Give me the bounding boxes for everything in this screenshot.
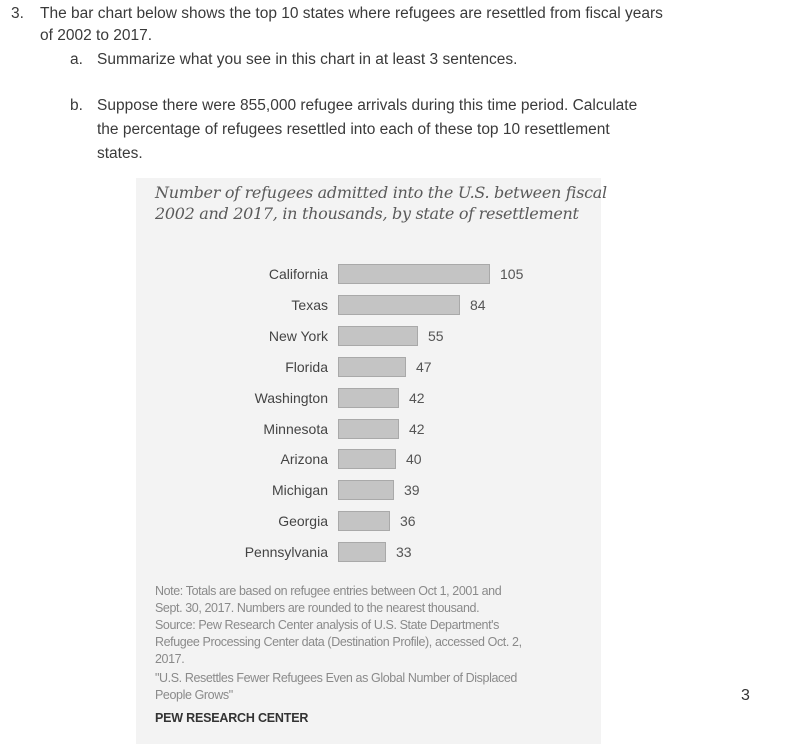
part-b-text-line: Suppose there were 855,000 refugee arrivals during this time period. Calculate — [97, 97, 638, 114]
chart-note-line: Sept. 30, 2017. Numbers are rounded to the nearest thousand. — [155, 601, 480, 615]
bar-value-label: 55 — [428, 327, 444, 344]
bar-category-label: Michigan — [271, 482, 328, 499]
bar-category-label: Arizona — [280, 451, 328, 468]
chart-title-line: Number of refugees admitted into the U.S. between fiscal — [155, 183, 607, 202]
bar — [338, 449, 396, 469]
question-number: 3. — [11, 5, 24, 22]
chart-report-title-line: "U.S. Resettles Fewer Refugees Even as Global Number of Displaced — [155, 671, 517, 685]
question-text-line: The bar chart below shows the top 10 states where refugees are resettled from fiscal years — [40, 5, 663, 22]
bar-value-label: 39 — [404, 482, 420, 499]
bar — [338, 480, 394, 500]
bar-value-label: 33 — [396, 544, 412, 561]
bar — [338, 388, 399, 408]
bar-value-label: 47 — [416, 358, 432, 375]
bar-value-label: 42 — [409, 389, 425, 406]
bar-category-label: Pennsylvania — [244, 544, 328, 561]
bar-category-label: Georgia — [278, 513, 328, 530]
chart-source-line: 2017. — [155, 652, 185, 666]
bar-value-label: 84 — [470, 296, 486, 313]
bar — [338, 357, 406, 377]
bar-value-label: 42 — [409, 420, 425, 437]
part-a-text: Summarize what you see in this chart in at least 3 sentences. — [97, 51, 518, 68]
bar-value-label: 36 — [400, 513, 416, 530]
bar-category-label: California — [268, 266, 328, 282]
chart-source-line: Source: Pew Research Center analysis of U.S. State Department's — [155, 618, 500, 632]
question-text-line: of 2002 to 2017. — [40, 27, 153, 44]
part-b-text-line: states. — [97, 145, 143, 162]
bar — [338, 326, 418, 346]
pew-research-center-logo: PEW RESEARCH CENTER — [155, 711, 309, 725]
bar — [338, 419, 399, 439]
part-a-label: a. — [70, 51, 83, 68]
bar — [338, 264, 490, 284]
bar-category-label: Washington — [254, 389, 328, 406]
bar — [338, 511, 390, 531]
bar-category-label: Minnesota — [263, 420, 328, 437]
bar-value-label: 40 — [406, 451, 422, 468]
bar — [338, 295, 460, 315]
bar-category-label: Florida — [285, 358, 328, 375]
bar — [338, 542, 386, 562]
part-b-text-line: the percentage of refugees resettled into each of these top 10 resettlement — [97, 121, 610, 138]
chart-report-title-line: People Grows" — [155, 688, 233, 702]
bar-category-label: Texas — [291, 296, 328, 313]
chart-title-line: 2002 and 2017, in thousands, by state of resettlement — [155, 204, 579, 223]
part-b-label: b. — [70, 97, 83, 114]
page-number: 3 — [741, 687, 750, 704]
chart-source-line: Refugee Processing Center data (Destination Profile), accessed Oct. 2, — [155, 635, 522, 649]
chart-note-line: Note: Totals are based on refugee entries between Oct 1, 2001 and — [155, 584, 502, 598]
bar-category-label: New York — [268, 327, 328, 344]
bar-value-label: 105 — [500, 266, 524, 282]
